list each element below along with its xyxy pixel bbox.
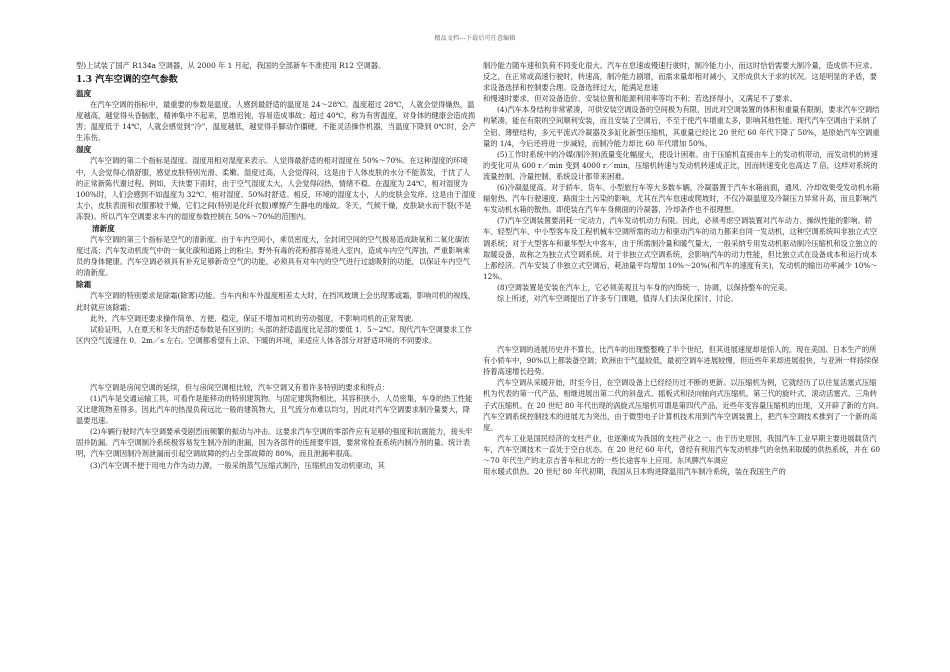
subheading-temperature: 温度 xyxy=(76,89,92,99)
paragraph: 用水暖式供热。20 世纪 80 年代初期，我国从日本购进降温用汽车制冷系统，装在我国生产的 xyxy=(483,467,786,477)
left-column xyxy=(76,60,476,471)
subheading-freshness: 清新度 xyxy=(92,224,115,234)
subheading-humidity: 湿度 xyxy=(76,145,92,155)
paragraph: 此外，汽车空调还要求操作简单、方便、稳定，保证不增加司机的劳动强度，不影响司机的正常驾驶。 xyxy=(90,313,419,323)
paragraph: 汽车空调是房间空调的延续，但与房间空调相比较，汽车空调又有着许多特别的要求和特点： xyxy=(90,382,390,392)
paragraph: 试验证明，人在夏天和冬天的舒适参数是有区别的；头部的舒适温度比足部的要低 1．5～2℃。现代汽车空调要求工作区内空气流速在 0．2m／s 左右。空调都希望有上凉、下暖的环境，来适应人体各部分对舒适环境的不同要求。 xyxy=(76,324,472,345)
paragraph: 汽车空调的第三个指标是空气的清新度。由于车内空间小，乘员密度大，全封闭空间的空气极易造成缺氧和二氧化碳浓度过高；汽车发动机废气中的一氧化碳和道路上的粉尘、野外有毒的花粉都容易进入室内，造成车内空气浑浊，严重影响乘员的身体健康。汽车空调必须具有补充足够新奇空气的功能，必须具有对车内的空气进行过滤吸附的功能，以保证车内空气的清新度。 xyxy=(76,235,471,278)
paragraph: 和慢速时要求，但对设备造价、安装位置和能源利用率等均不利；若选择得小，又满足不了要求。 xyxy=(483,94,797,104)
paragraph: (1)汽车是交通运输工具，可看作是能移动的特别建筑物。与固定建筑物相比，其容积狭小，人员密集，车身的热工性能又比建筑物差得多。因此汽车的热湿负荷远比一般的建筑物大，且气流分布难以均匀，因此对汽车空调要求制冷量要大，降温要迅速。 xyxy=(76,393,473,426)
right-column xyxy=(483,60,883,477)
paragraph: 汽车空调的进展历史并不算长，比汽车的出现整整晚了半个世纪，但其进展速度却是惊人的。现在美国、日本生产的所有小轿车中，90%以上都装备空调；欧洲由于气温较低，最初空调车进展较慢，但近些年来却进展很快，与亚洲一样持续保持着高速增长趋势。 xyxy=(483,345,879,377)
paragraph: (8)空调装置是安装在汽车上，它必须美观且与车身的内饰统一、协调，以保持整车的完美。 xyxy=(497,282,792,292)
paragraph: 综上所述，对汽车空调提出了许多专门课题，值得人们去深化探讨、讨论。 xyxy=(497,293,738,303)
paragraph: (3)汽车空调不便于用电力作为动力源，一般采纳蒸气压缩式制冷，压缩机由发动机驱动，其 xyxy=(90,460,385,470)
blank-space xyxy=(483,304,883,344)
paragraph: 汽车工业是国民经济的支柱产业，也逐渐成为我国的支柱产业之一。由于历史原因，我国汽车工业早期主要进展载货汽车，汽车空调技术一直处于空白状态。在 20 世纪 60 年代，曾经有利用汽车发动机排气的余热来取暖的供热系统，并在 60～70 年代生产的北京吉普车和北方的一些长途客车上应用。东风脾汽车调应 xyxy=(483,433,880,465)
paragraph: (2)车辆行驶时汽车空调要承受剧烈而频繁的振动与冲击。这要求汽车空调的零部件应有足够的强度和抗震能力，接头牢固并防漏。汽车空调制冷系统极容易发生制冷剂的泄漏，因为各部件的连接要牢固，要常常检查系统内制冷剂的量。统计表明，汽车空调因制冷剂泄漏而引起空调故障的约占全部故障的 80%，而且泄漏率很高。 xyxy=(76,427,473,459)
paragraph: (6)冷凝温度高。对于轿车、货车、小型旅行车等大多数车辆，冷凝器置于汽车水箱前面，通风、冷却效果受发动机水箱辐射热、汽车行驶速度、路面尘土污染的影响，尤其在汽车怠速或爬坡时，不仅冷凝温度及冷凝压力异常升高，而且影响汽车发动机水箱的散热。即使装在汽车车身侧面的冷凝器，冷却条件也不很理想。 xyxy=(483,183,880,215)
paragraph: 制冷能力随车速和负荷不同变化很大。汽车在怠速或慢速行驶时，制冷能力小，而这时恰恰需要大制冷量，造成供不应求。反之，在正常或高速行驶时，转速高，制冷能力剧增，而需求量却相对减小，又形成供大于求的状况。这是明显的矛盾，要求设备选择和控制要合理。设备选择过大，能满足怠速 xyxy=(483,61,878,93)
paragraph: 汽车空调的特别要求是除霜(除雾)功能。当车内和车外温度相差太大时，在挡风玻璃上会出现雾或霜，影响司机的视线，此时就应该除霜； xyxy=(76,291,476,312)
subheading-defrost: 除霜 xyxy=(76,280,92,290)
paragraph: (5)工作时系统中的冷媒(制冷剂)流量变化幅度大，使设计困难。由于压缩机直接由车上的发动机带动，而发动机的转速的变化可从 600 r／min 变到 4000 r／min，压缩机转速与发动机转速成正比，因而转速变化也高达 7 倍，这样对系统的流量控制、冷量控制、系统设计都带来困难。 xyxy=(483,149,878,181)
page-header: 精品文档---下载后可任意编辑 xyxy=(434,35,516,42)
paragraph: 型)上试装了国产 R134a 空调器，从 2000 年 1 月起，我国的全部新车不准使用 R12 空调器。 xyxy=(76,61,386,70)
paragraph: 汽车空调的第二个指标是湿度。湿度用相对湿度来表示。人觉得最舒适的相对湿度在 50%～70%。在这种湿度的环境中，人会觉得心情舒服，感觉皮肤特别光滑、柔嫩。湿度过高，人会觉得闷，这是由于人体皮肤的水分不能蒸发，于扰了人的正常新陈代谢过程。例如，天快要下雨时，由于空气湿度太大，人会觉得闷热，情绪不稳。在温度为 24℃，相对湿度为 100%时，人们会感到不如温度为 32℃、相对湿度、50%时舒适。相反，环境的湿度太小，人的皮肤会发痒。这是由于湿度太小，皮肤表面和衣服都较干燥，它们之间(特别是化纤衣服)摩擦产生静电的缘故。冬天，气候干燥，皮肤缺水而干裂(不是冻裂)。所以汽车空调要求车内的湿度参数控制在 50%～70%的范围内。 xyxy=(76,156,476,221)
paragraph: (7)汽车空调装置要消耗一定动力，汽车发动机动力有限。因此，必须考虑空调装置对汽车动力、操纵性能的影响。轿车、轻型汽车、中小型客车及工程机械车空调所需的动力和驱动汽车的动力都来自同一发动机，这种空调系统叫非独立式空调系统；对于大型客车和豪华型大中客车，由于所需制冷量和暖气量大，一般采纳专用发动机驱动制冷压缩机和设立独立的取暖设备，故称之为独立式空调系统。对于非独立式空调系统，会影响汽车的动力性能，但比独立式在设备成本和运行成本上都经济。汽车安装了非独立式空调后，耗油量平均增加 10%～20%(和汽车的速度有关)，发动机的输出功率减少 10%～12%。 xyxy=(483,216,878,281)
blank-space xyxy=(76,346,476,382)
section-heading: 1.3 汽车空调的空气参数 xyxy=(76,74,178,86)
paragraph: 在汽车空调的指标中，最重要的参数是温度。人感到最舒适的温度是 24～28℃。温度超过 28℃，人就会觉得燥热，温度越高，越觉得头昏脑胀，精神集中不起来，思维迟钝，容易造成事故；超过 40℃，称为有害温度，对身体的健康会造成损害；温度低于 14℃，人就会感觉到“冷”，温度越低，越觉得手脚动作僵硬，不能灵活操作机器，当温度下降到 0℃时，会产生冻伤。 xyxy=(76,100,476,143)
paragraph: 汽车空调从采暖开始，时至今日，在空调设备上已经经历过不断的更新。以压缩机为例，它就经历了以往复活塞式压缩机为代表的第一代产品，相继进展出第二代的斜盘式、摇板式和径向轴向式压缩机。第三代的旋叶式、滚动活塞式、三角转子式压缩机。在 20 世纪 80 年代出现的涡旋式压缩机可谓是第四代产品，近些年变容量压缩机的出现，又开辟了新的方向。汽车空调系统控制技术的进展尤为突出，由于微型电子计算机技术用到汽车空调装置上，把汽车空调技术推到了一个新的高度。 xyxy=(483,378,883,432)
paragraph: (4)汽车本身结构非常紧凑，可供安装空调设备的空间极为有限，因此对空调装置的体积和重量有限制，要求汽车空调结构紧凑，能在有限的空间顺利安装，而且安装了空调后，不至于使汽车增重太多，影响其他性能。现代汽车空调由于采纳了全铝、薄壁结构，多元平流式冷凝器及多缸化新型压缩机，其重量已经比 20 世纪 60 年代下降了 50%，是原始汽车空调重量的 1/4，今后还将进一步减轻，而制冷能力却比 60 年代增加 50%。 xyxy=(483,105,880,148)
